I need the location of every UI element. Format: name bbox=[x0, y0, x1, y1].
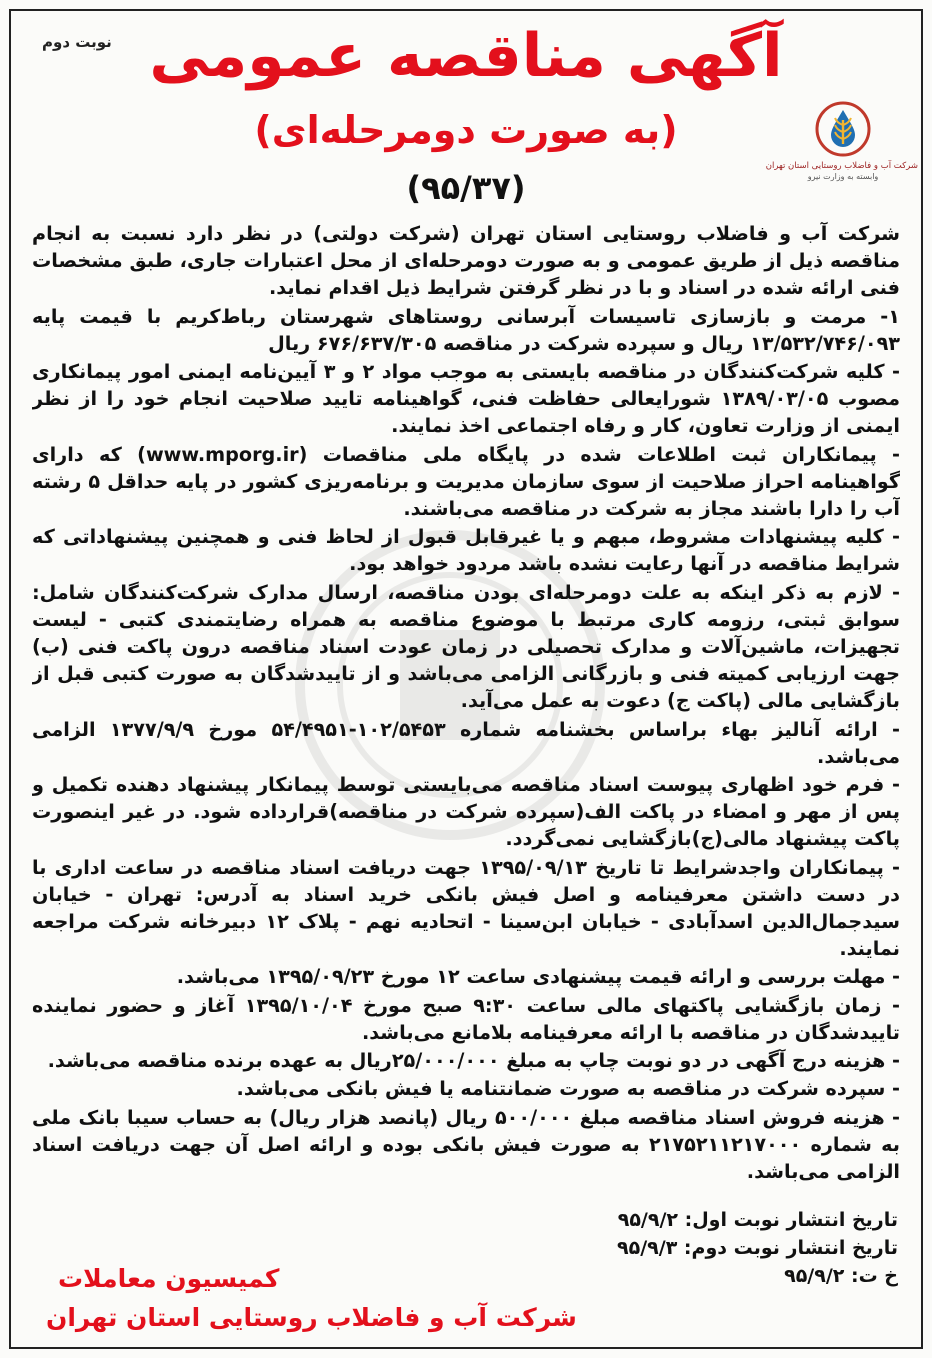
announcement-body bbox=[32, 220, 900, 1206]
condition-qualification: - پیمانکاران ثبت اطلاعات شده در پایگاه ملی مناقصات (www.mporg.ir) که دارای گواهینامه احراز صلاحیت از سوی سازمان مدیریت و برنامه‌ریزی کشور در پایه حداقل ۵ رشته آب را دارا باشند مجاز به شرکت در مناقصه می‌باشند. bbox=[32, 442, 900, 521]
condition-rejection: - کلیه پیشنهادات مشروط، مبهم و یا غیرقابل قبول از لحاظ فنی و همچنین پیشنهاداتی که شرایط مناقصه در آنها رعایت نشده باشد مردود خواهد بود. bbox=[32, 525, 900, 576]
tender-number: (۹۵/۳۷) bbox=[406, 169, 526, 207]
signature-company: شرکت آب و فاضلاب روستایی استان تهران bbox=[46, 1303, 577, 1332]
kht-code: خ ت: ۹۵/۹/۲ bbox=[784, 1265, 898, 1287]
page-title: آگهی مناقصه عمومی bbox=[149, 21, 783, 91]
condition-advert-cost: - هزینه درج آگهی در دو نوبت چاپ به مبلغ ۲۵/۰۰۰/۰۰۰ریال به عهده برنده مناقصه می‌باشد. bbox=[47, 1049, 900, 1073]
condition-safety: - کلیه شرکت‌کنندگان در مناقصه بایستی به موجب مواد ۲ و ۳ آیین‌نامه ایمنی امور پیمانکاری مصوب ۱۳۸۹/۰۳/۰۵ شورایعالی حفاظت فنی، گواهینامه تایید صلاحیت انجام خود را از نظر ایمنی از وزارت تعاون، کار و رفاه اجتماعی اخذ نمایند. bbox=[32, 360, 900, 438]
condition-submission-deadline: - مهلت بررسی و ارائه قیمت پیشنهادی ساعت ۱۲ مورخ ۱۳۹۵/۰۹/۲۳ می‌باشد. bbox=[176, 965, 900, 989]
first-publication-date: تاریخ انتشار نوبت اول: ۹۵/۹/۲ bbox=[617, 1209, 898, 1231]
round-tag: نوبت دوم bbox=[42, 33, 112, 51]
page-subtitle: (به صورت دومرحله‌ای) bbox=[254, 108, 678, 152]
company-logo bbox=[765, 100, 918, 192]
second-publication-date: تاریخ انتشار نوبت دوم: ۹۵/۹/۳ bbox=[617, 1237, 898, 1259]
logo-ministry: وابسته به وزارت نیرو bbox=[807, 172, 879, 181]
condition-deposit-form: - سپرده شرکت در مناقصه به صورت ضمانتنامه یا فیش بانکی می‌باشد. bbox=[236, 1077, 900, 1101]
logo-company-name: شرکت آب و فاضلاب روستایی استان تهران bbox=[765, 161, 918, 171]
signature-committee: کمیسیون معاملات bbox=[58, 1264, 280, 1293]
condition-document-fee: - هزینه فروش اسناد مناقصه مبلغ ۵۰۰/۰۰۰ ریال (پانصد هزار ریال) به حساب سیبا بانک ملی به شماره ۲۱۷۵۲۱۱۲۱۷۰۰۰ به صورت فیش بانکی بوده و ارائه اصل آن جهت دریافت اسناد الزامی می‌باشد. bbox=[32, 1105, 900, 1183]
condition-opening-time: - زمان بازگشایی پاکتهای مالی ساعت ۹:۳۰ صبح مورخ ۱۳۹۵/۱۰/۰۴ آغاز و حضور نماینده تاییدشدگان در مناقصه با ارائه معرفینامه بلامانع می‌باشد. bbox=[32, 993, 900, 1044]
condition-document-pickup: - پیمانکاران واجدشرایط تا تاریخ ۱۳۹۵/۰۹/۱۳ جهت دریافت اسناد مناقصه در ساعت اداری با در دست داشتن معرفینامه و اصل فیش بانکی خرید اسناد به آدرس: تهران - خیابان سیدجمال‌الدین اسدآبادی - خیابان ابن‌سینا - اتحادیه نهم - پلاک ۱۲ دبیرخانه شرکت مراجعه نمایند. bbox=[32, 855, 900, 961]
intro-paragraph: شرکت آب و فاضلاب روستایی استان تهران (شرکت دولتی) در نظر دارد نسبت به انجام مناقصه ذیل از طریق عمومی و به صورت دومرحله‌ای از محل اعتبارات جاری، طبق مشخصات فنی ارائه شده در اسناد و با در نظر گرفتن شرایط ذیل اقدام نماید. bbox=[32, 222, 900, 300]
condition-documents: - لازم به ذکر اینکه به علت دومرحله‌ای بودن مناقصه، ارسال مدارک شرکت‌کنندگان شامل: سوابق ثبتی، رزومه کاری مرتبط با موضوع مناقصه به همراه رضایتمندی کتبی - لیست تجهیزات، ماشین‌آلات و مدارک تحصیلی در زمان عودت اسناد مناقصه درون پاکت فنی (ب) جهت ارزیابی کمیته فنی و بازرگانی الزامی می‌باشد و از تاییدشدگان به صورت کتبی قبل از بازگشایی مالی (پاکت ج) دعوت به عمل می‌آید. bbox=[32, 580, 900, 713]
tender-item-1: ۱- مرمت و بازسازی تاسیسات آبرسانی روستاهای شهرستان رباط‌کریم با قیمت پایه ۱۳/۵۳۲/۷۴۶/۰۹۳ ریال و سپرده شرکت در مناقصه ۶۷۶/۶۳۷/۳۰۵ ریال bbox=[32, 304, 900, 355]
condition-self-declaration: - فرم خود اظهاری پیوست اسناد مناقصه می‌بایستی توسط پیمانکار پیشنهاد دهنده تکمیل و پس از مهر و امضاء در پاکت الف(سپرده شرکت در مناقصه)قرارداده شود. در غیر اینصورت پاکت پیشنهاد مالی(ج)بازگشایی نمی‌گردد. bbox=[32, 773, 900, 851]
condition-price-analysis: - ارائه آنالیز بهاء براساس بخشنامه شماره ۱۰۲/۵۴۵۳-۵۴/۴۹۵۱ مورخ ۱۳۷۷/۹/۹ الزامی می‌باشد. bbox=[32, 717, 900, 768]
publication-dates bbox=[468, 1206, 898, 1290]
water-drop-wheat-logo-icon bbox=[812, 100, 874, 158]
